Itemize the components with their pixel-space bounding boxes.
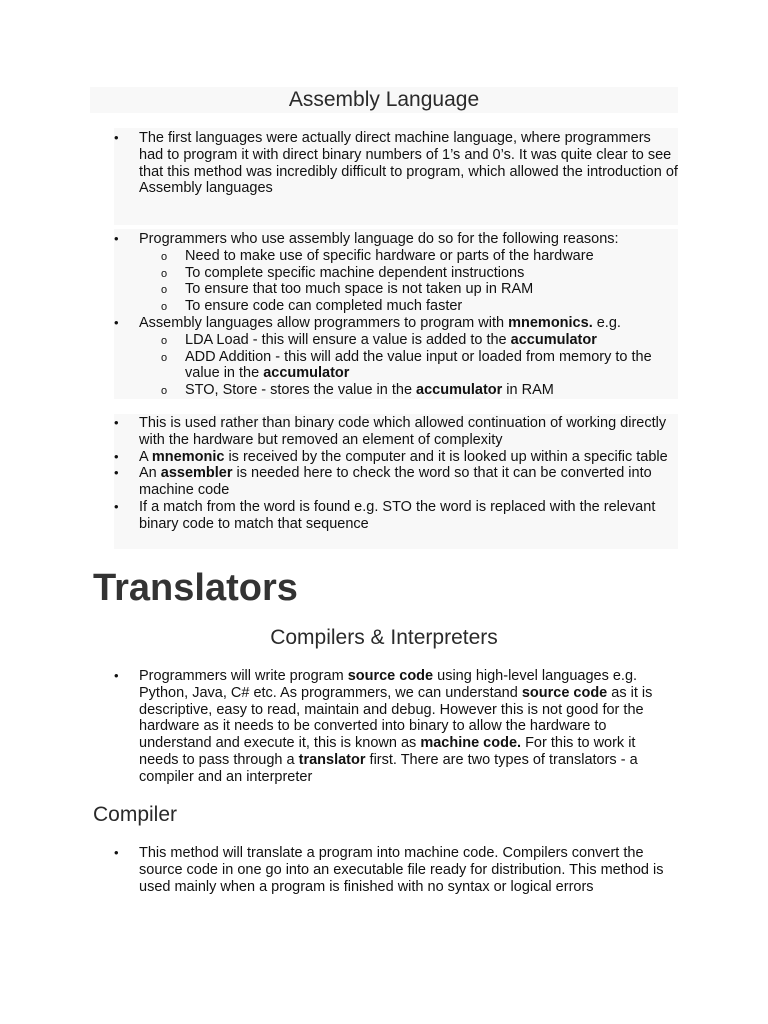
- mnemonic-after: in RAM: [502, 382, 554, 399]
- mnemonic-bold: accumulator: [263, 365, 350, 382]
- mnemonic-item-add: [161, 349, 678, 383]
- translators-block: [114, 668, 678, 786]
- point-bold: assembler: [160, 465, 233, 482]
- mnemonics-item: [114, 315, 678, 399]
- reason-item: o To complete specific machine dependent instructions: [161, 265, 678, 282]
- para-text: as it is descriptive, easy to read, maintain and debug. However this is not good for the hardware as it needs to be converted into binary to allow the hardware to understand and execute it, this is known as: [139, 684, 653, 752]
- point-item: [114, 499, 678, 533]
- point-item: [114, 415, 678, 449]
- para-text: first. There are two types of translators - a compiler and an interpreter: [139, 751, 638, 785]
- point-item: [114, 465, 678, 499]
- para-text: For this to work it needs to pass through a: [139, 735, 636, 768]
- compiler-text: This method will translate a program into machine code. Compilers convert the source code in one go into an executable file ready for distribution. This method is used mainly when a program is finished with no syntax or logical errors: [139, 845, 664, 895]
- compiler-heading: Compiler: [93, 803, 178, 826]
- compiler-item: [114, 845, 678, 895]
- point-text: is received by the computer and it is looked up within a specific table: [224, 448, 668, 465]
- mnemonic-text: ADD Addition - this will add the value input or loaded from memory to the value in the: [185, 348, 652, 382]
- mnemonic-bold: accumulator: [416, 382, 503, 399]
- reasons-item: [114, 231, 678, 315]
- reason-item: o To ensure that too much space is not taken up in RAM: [161, 281, 678, 298]
- para-bold: machine code.: [420, 735, 522, 752]
- reasons-lead: Programmers who use assembly language do so for the following reasons:: [139, 231, 619, 247]
- points-block: [114, 415, 678, 533]
- para-bold: source code: [347, 668, 434, 684]
- para-bold: source code: [521, 684, 608, 701]
- assembly-title: Assembly Language: [288, 88, 480, 111]
- mnemonics-bold: mnemonics.: [508, 314, 593, 331]
- intro-text: The first languages were actually direct machine language, where programmers had to program it with direct binary numbers of 1’s and 0’s. It was quite clear to see that this method was incredibly difficult to program, which allowed the introduction of Assembly languages: [139, 130, 678, 197]
- compiler-block: [114, 845, 678, 895]
- point-item: [114, 449, 678, 466]
- para-text: using high-level languages e.g. Python, Java, C# etc. As programmers, we can understand: [139, 668, 638, 701]
- intro-item: [114, 130, 678, 197]
- point-text: A: [139, 448, 152, 465]
- mnemonics-lead: Assembly languages allow programmers to program with: [139, 314, 509, 331]
- compilers-interpreters-heading: Compilers & Interpreters: [270, 626, 498, 649]
- mnemonic-bold: accumulator: [510, 331, 597, 348]
- point-text: An: [139, 465, 161, 482]
- para-text: Programmers will write program: [139, 668, 348, 684]
- reason-item: o Need to make use of specific hardware or parts of the hardware: [161, 248, 678, 265]
- para-bold: translator: [298, 751, 366, 768]
- intro-block: [114, 130, 678, 197]
- point-bold: mnemonic: [151, 448, 225, 465]
- mnemonic-item-lda: [161, 332, 678, 349]
- point-text: is needed here to check the word so that it can be converted into machine code: [139, 465, 652, 499]
- reason-item: o To ensure code can completed much faster: [161, 298, 678, 315]
- mnemonic-text: LDA Load - this will ensure a value is added to the: [185, 331, 511, 348]
- reasons-block: [114, 231, 678, 399]
- mnemonic-text: STO, Store - stores the value in the: [185, 382, 417, 399]
- mnemonics-eg: e.g.: [592, 314, 621, 331]
- translators-heading: Translators: [93, 567, 298, 609]
- translators-item: [114, 668, 678, 786]
- point-text: If a match from the word is found e.g. STO the word is replaced with the relevant binary code to match that sequence: [139, 498, 656, 532]
- point-text: This is used rather than binary code which allowed continuation of working directly with the hardware but removed an element of complexity: [139, 415, 667, 448]
- mnemonic-item-sto: [161, 382, 678, 399]
